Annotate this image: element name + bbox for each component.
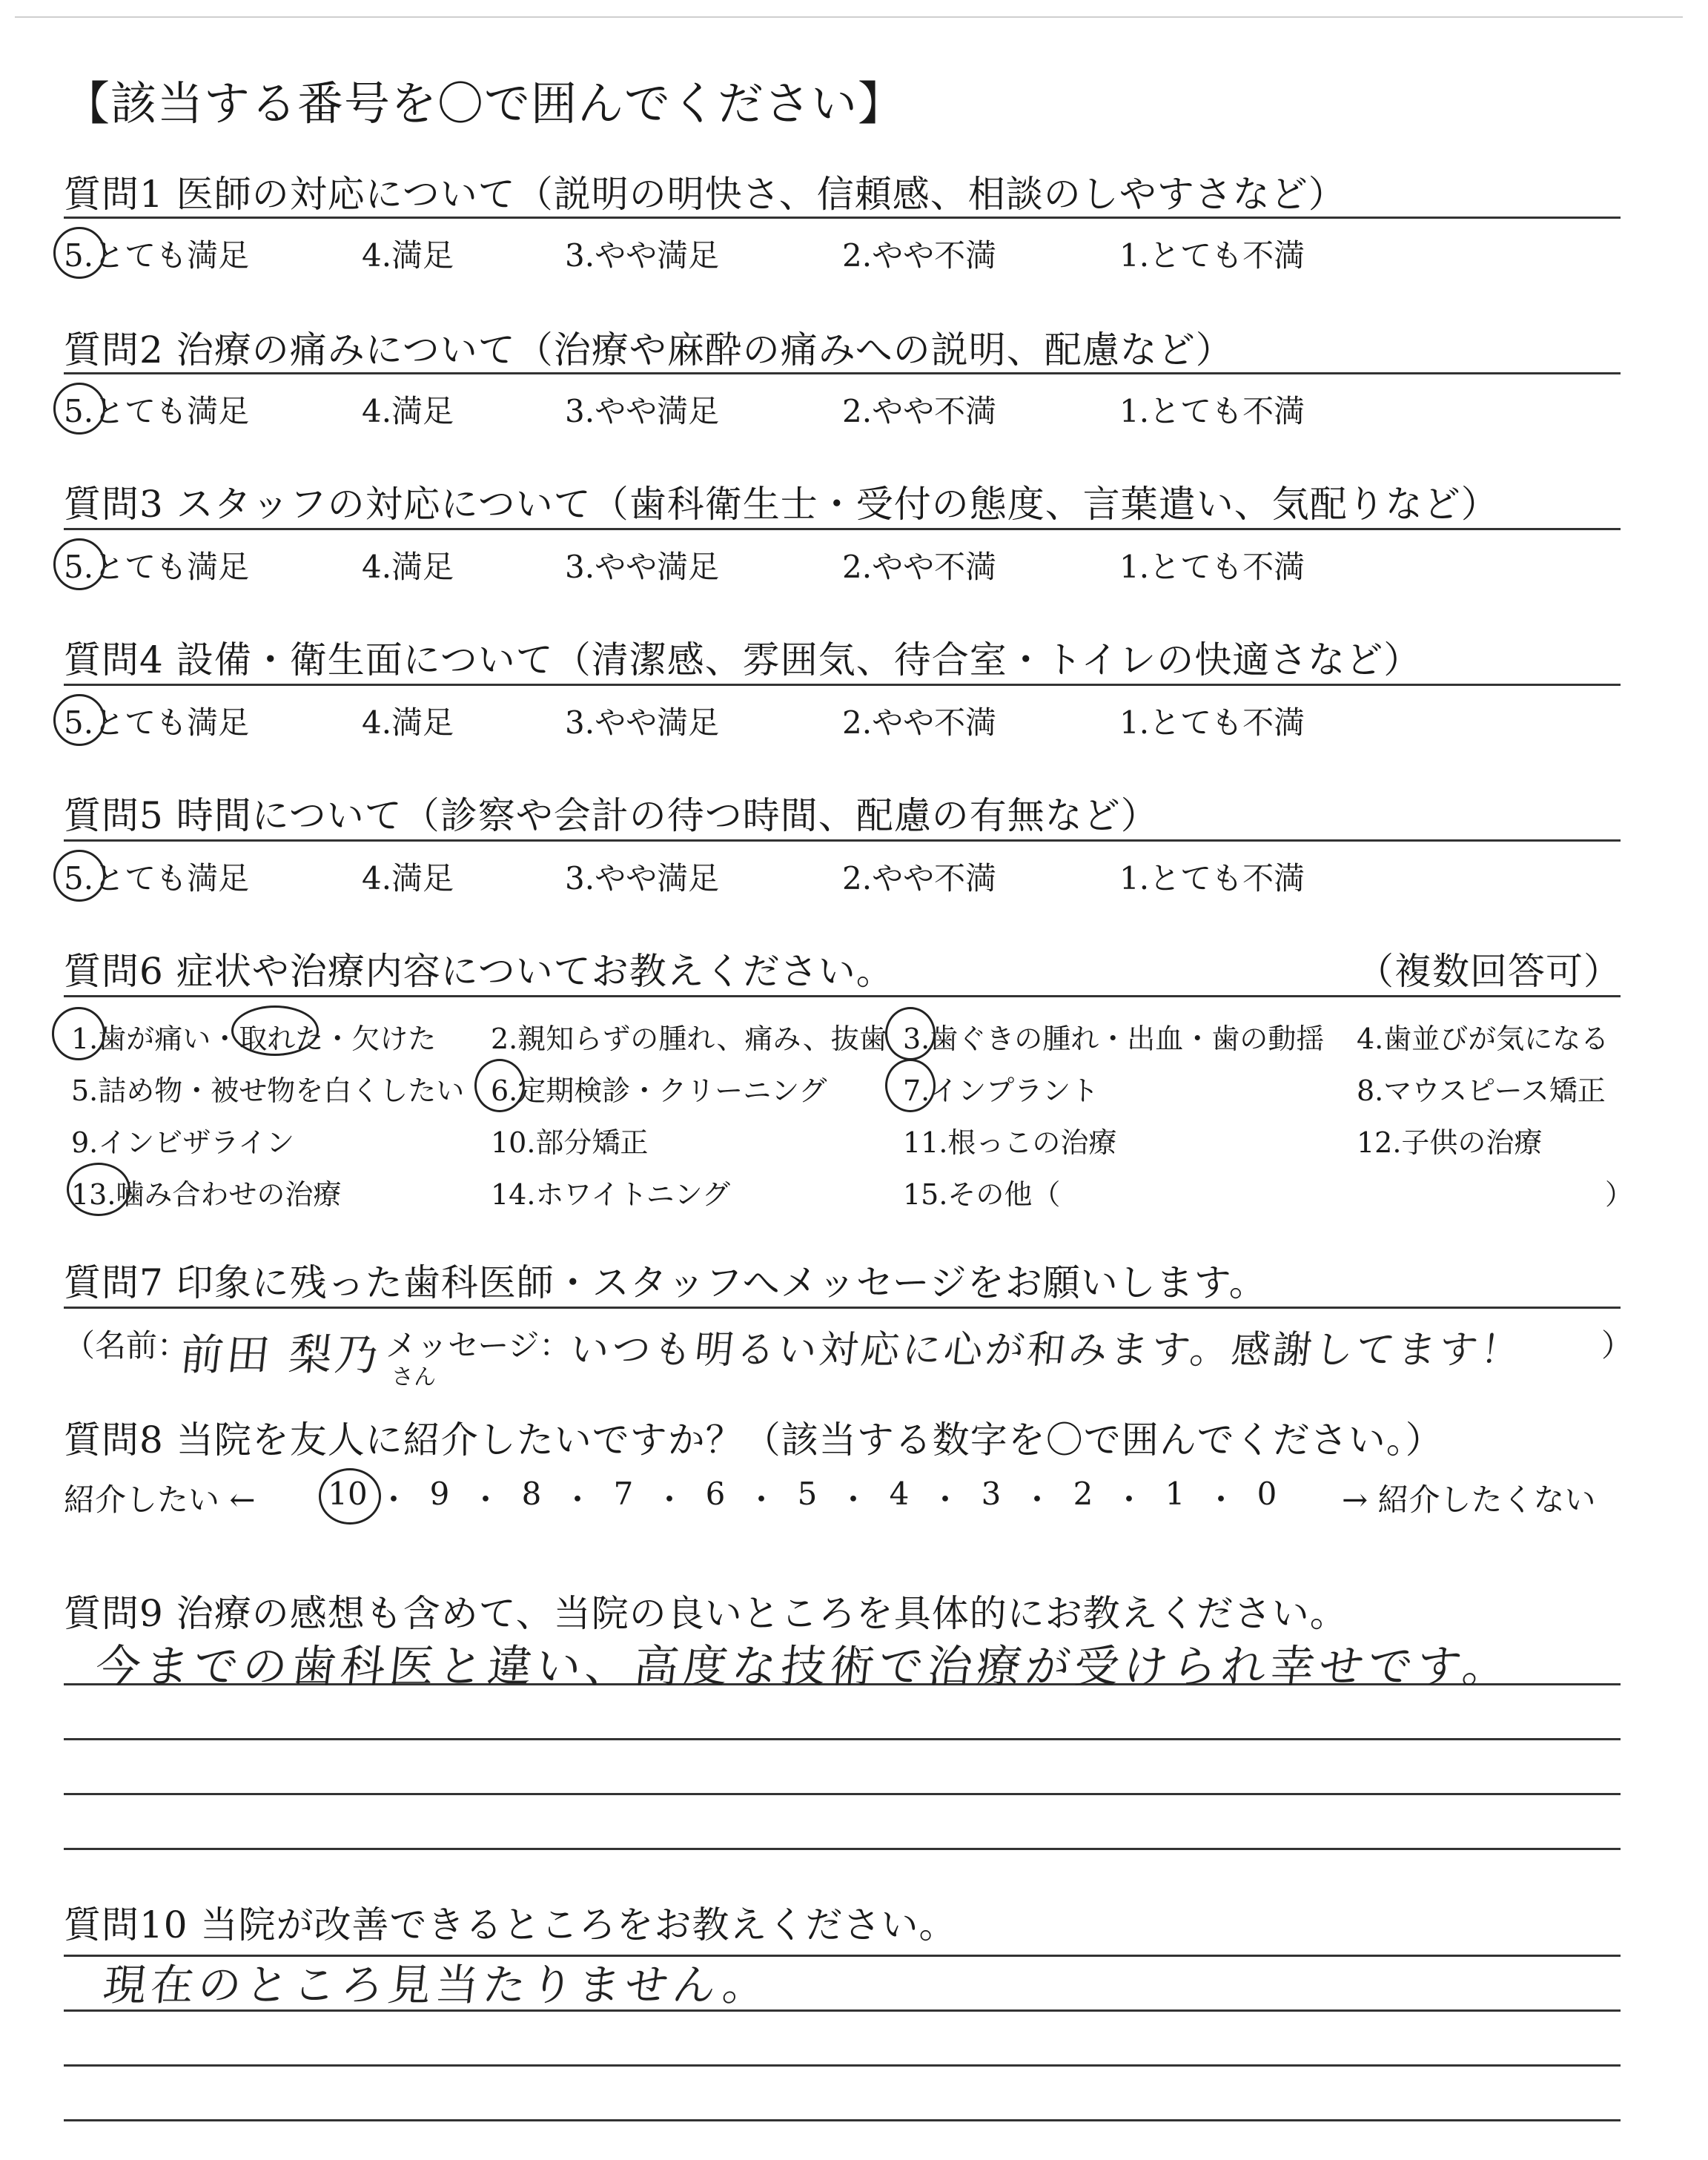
q8-dot: ・ (653, 1482, 685, 1518)
q6-item-10[interactable]: 10.部分矯正 (491, 1126, 649, 1159)
q8-dot: ・ (1205, 1482, 1237, 1518)
q10-line-4 (64, 2119, 1621, 2121)
q3-option-5[interactable]: 5.とても満足 (64, 549, 250, 585)
q8-dot: ・ (929, 1482, 961, 1518)
q8-dot: ・ (745, 1482, 777, 1518)
q7-name-value[interactable]: 前田 梨乃 (177, 1330, 384, 1380)
question-7-rule (64, 1307, 1621, 1309)
q9-line-3 (64, 1793, 1621, 1795)
q6-item-9[interactable]: 9.インビザライン (71, 1126, 295, 1159)
q5-option-3[interactable]: 3.やや満足 (565, 860, 720, 896)
q6-item-14[interactable]: 14.ホワイトニング (491, 1178, 731, 1211)
q3-option-3[interactable]: 3.やや満足 (565, 549, 720, 585)
q2-selection-circle (53, 383, 105, 435)
q8-dot: ・ (469, 1482, 501, 1518)
question-1-rule (64, 217, 1621, 219)
q1-option-5[interactable]: 5.とても満足 (64, 237, 250, 274)
q2-option-2[interactable]: 2.やや不満 (842, 393, 997, 429)
q6-item-5[interactable]: 5.詰め物・被せ物を白くしたい (71, 1074, 465, 1107)
q7-message-value[interactable]: いつも明るい対応に心が和みます。感謝してます！ (568, 1328, 1525, 1373)
q8-left-label: 紹介したい ← (64, 1482, 256, 1518)
q6-circle-3 (885, 1007, 936, 1060)
question-3-rule (64, 528, 1621, 530)
q3-option-4[interactable]: 4.満足 (362, 549, 454, 585)
q5-option-4[interactable]: 4.満足 (362, 860, 454, 896)
q6-circle-1 (52, 1007, 105, 1060)
q7-message-label: メッセージ： (385, 1327, 571, 1364)
q6-item-15-close: ） (1605, 1178, 1634, 1211)
q6-item-4[interactable]: 4.歯並びが気になる (1357, 1023, 1609, 1055)
q2-option-4[interactable]: 4.満足 (362, 393, 454, 429)
q7-close: ） (1601, 1327, 1633, 1364)
q6-circle-6 (474, 1059, 525, 1112)
q6-item-8[interactable]: 8.マウスピース矯正 (1357, 1074, 1606, 1107)
question-9-title: 質問9 治療の感想も含めて、当院の良いところを具体的にお教えください。 (64, 1592, 1348, 1635)
q1-option-4[interactable]: 4.満足 (362, 237, 454, 274)
question-4-title: 質問4 設備・衛生面について（清潔感、雰囲気、待合室・トイレの快適さなど） (64, 638, 1422, 681)
q8-scale-10[interactable]: 10 (328, 1476, 368, 1512)
q5-selection-circle (53, 850, 105, 902)
q6-circle-toreta (231, 1005, 319, 1056)
q4-option-5[interactable]: 5.とても満足 (64, 704, 250, 741)
q1-option-1[interactable]: 1.とても不満 (1119, 237, 1305, 274)
q8-scale-5[interactable]: 5 (797, 1476, 818, 1512)
q9-line-4 (64, 1848, 1621, 1850)
q8-scale-0[interactable]: 0 (1257, 1476, 1277, 1512)
question-6-title: 質問6 症状や治療内容についてお教えください。 (64, 950, 894, 993)
q2-option-5[interactable]: 5.とても満足 (64, 393, 250, 429)
q8-dot: ・ (561, 1482, 593, 1518)
q8-dot: ・ (1113, 1482, 1145, 1518)
q8-dot: ・ (837, 1482, 869, 1518)
q8-scale-9[interactable]: 9 (429, 1476, 450, 1512)
question-2-rule (64, 372, 1621, 374)
q8-scale-7[interactable]: 7 (613, 1476, 634, 1512)
q1-option-3[interactable]: 3.やや満足 (565, 237, 720, 274)
q8-scale-6[interactable]: 6 (705, 1476, 726, 1512)
q8-scale-4[interactable]: 4 (889, 1476, 910, 1512)
page-header: 【該当する番号を〇で囲んでください】 (64, 76, 905, 131)
question-1-title: 質問1 医師の対応について（説明の明快さ、信頼感、相談のしやすさなど） (64, 173, 1346, 216)
q10-answer[interactable]: 現在のところ見当たりません。 (100, 1960, 773, 2010)
q10-line-3 (64, 2064, 1621, 2067)
q8-scale-8[interactable]: 8 (521, 1476, 542, 1512)
q2-option-3[interactable]: 3.やや満足 (565, 393, 720, 429)
top-border (15, 16, 1683, 18)
q8-scale-3[interactable]: 3 (981, 1476, 1002, 1512)
question-2-title: 質問2 治療の痛みについて（治療や麻酔の痛みへの説明、配慮など） (64, 328, 1234, 371)
q6-item-7[interactable]: 7.インプラント (903, 1074, 1099, 1107)
q9-answer[interactable]: 今までの歯科医と違い、高度な技術で治療が受けられ幸せです。 (93, 1641, 1515, 1693)
q6-item-11[interactable]: 11.根っこの治療 (903, 1126, 1117, 1159)
question-7-title: 質問7 印象に残った歯科医師・スタッフへメッセージをお願いします。 (64, 1261, 1267, 1304)
q7-name-label: （名前： (64, 1327, 189, 1364)
q8-scale-2[interactable]: 2 (1073, 1476, 1093, 1512)
q4-option-2[interactable]: 2.やや不満 (842, 704, 997, 741)
q4-option-4[interactable]: 4.満足 (362, 704, 454, 741)
question-5-title: 質問5 時間について（診察や会計の待つ時間、配慮の有無など） (64, 794, 1159, 837)
q6-item-2[interactable]: 2.親知らずの腫れ、痛み、抜歯 (491, 1023, 887, 1055)
question-10-title: 質問10 当院が改善できるところをお教えください。 (64, 1903, 957, 1946)
q5-option-2[interactable]: 2.やや不満 (842, 860, 997, 896)
q8-dot: ・ (1021, 1482, 1053, 1518)
q4-selection-circle (53, 694, 105, 746)
question-8-title: 質問8 当院を友人に紹介したいですか？（該当する数字を〇で囲んでください。） (64, 1418, 1443, 1462)
q9-line-2 (64, 1738, 1621, 1740)
q8-scale-1[interactable]: 1 (1165, 1476, 1185, 1512)
q3-selection-circle (53, 538, 105, 590)
question-6-rule (64, 995, 1621, 997)
q4-option-1[interactable]: 1.とても不満 (1119, 704, 1305, 741)
q6-item-12[interactable]: 12.子供の治療 (1357, 1126, 1543, 1159)
q5-option-1[interactable]: 1.とても不満 (1119, 860, 1305, 896)
q3-option-2[interactable]: 2.やや不満 (842, 549, 997, 585)
q2-option-1[interactable]: 1.とても不満 (1119, 393, 1305, 429)
q6-item-6[interactable]: 6.定期検診・クリーニング (491, 1074, 827, 1107)
q4-option-3[interactable]: 3.やや満足 (565, 704, 720, 741)
q6-item-1[interactable]: 1.歯が痛い・取れた・欠けた (71, 1023, 437, 1055)
q6-item-3[interactable]: 3.歯ぐきの腫れ・出血・歯の動揺 (903, 1023, 1325, 1055)
q8-right-label: → 紹介したくない (1342, 1482, 1596, 1518)
question-6-note: （複数回答可） (1357, 950, 1621, 993)
q8-selection-circle (319, 1468, 381, 1525)
question-4-rule (64, 684, 1621, 686)
q6-circle-7 (885, 1059, 936, 1112)
q6-item-15[interactable]: 15.その他（ (903, 1178, 1061, 1211)
q6-circle-13 (67, 1163, 130, 1216)
q6-item-13[interactable]: 13.噛み合わせの治療 (71, 1178, 342, 1211)
question-5-rule (64, 839, 1621, 842)
q8-scale (325, 1476, 1290, 1520)
question-3-title: 質問3 スタッフの対応について（歯科衛生士・受付の態度、言葉遣い、気配りなど） (64, 483, 1499, 526)
q1-selection-circle (53, 227, 105, 279)
q5-option-5[interactable]: 5.とても満足 (64, 860, 250, 896)
q8-dot: ・ (377, 1482, 409, 1518)
q7-name-suffix: さん (391, 1364, 436, 1390)
q1-option-2[interactable]: 2.やや不満 (842, 237, 997, 274)
q3-option-1[interactable]: 1.とても不満 (1119, 549, 1305, 585)
